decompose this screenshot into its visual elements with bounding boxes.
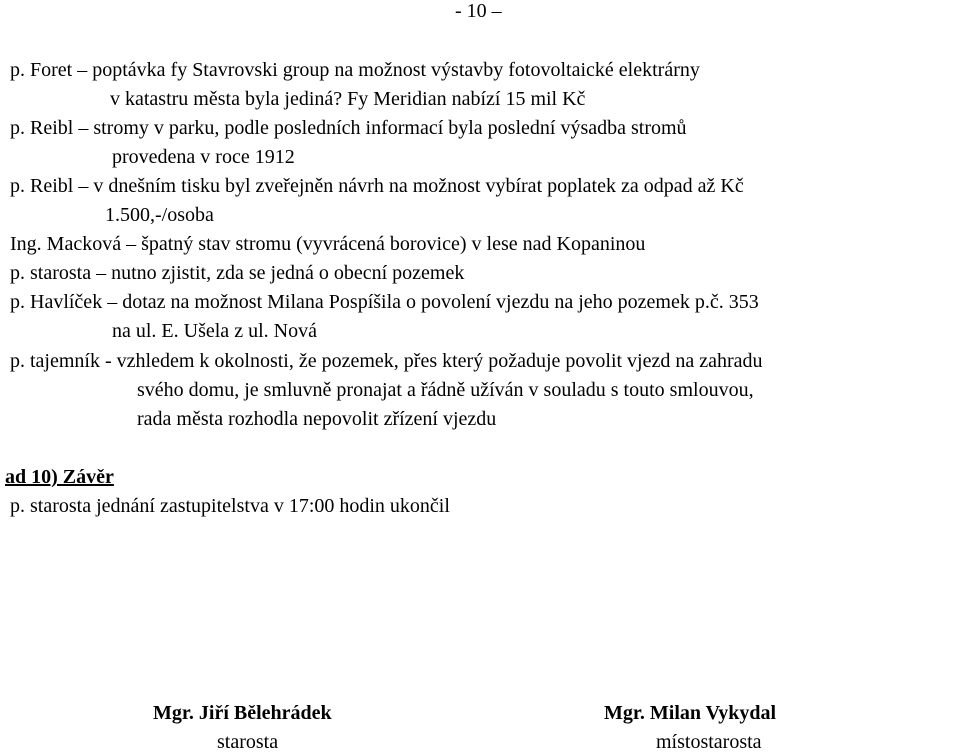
entry-foret-line-2: v katastru města byla jediná? Fy Meridian nabízí 15 mil Kč [110,88,586,110]
entry-havlicek-line-2: na ul. E. Ušela z ul. Nová [112,320,317,342]
entry-reibl-fee-line-1: p. Reibl – v dnešním tisku byl zveřejněn návrh na možnost vybírat poplatek za odpad až Kč [10,175,744,197]
entry-mackova: Ing. Macková – špatný stav stromu (vyvrácená borovice) v lese nad Kopaninou [10,233,646,255]
entry-reibl-trees-line-1: p. Reibl – stromy v parku, podle posledních informací byla poslední výsadba stromů [10,117,687,139]
section-text: p. starosta jednání zastupitelstva v 17:00 hodin ukončil [10,495,450,517]
entry-tajemnik-line-1: p. tajemník - vzhledem k okolnosti, že pozemek, přes který požaduje povolit vjezd na zahradu [10,350,763,372]
page-number: - 10 – [455,0,502,22]
entry-tajemnik-line-2: svého domu, je smluvně pronajat a řádně užíván v souladu s touto smlouvou, [137,379,754,401]
signature-role-deputy: místostarosta [656,731,762,753]
section-heading: ad 10) Závěr [5,466,114,488]
entry-tajemnik-line-3: rada města rozhodla nepovolit zřízení vjezdu [137,408,497,430]
entry-foret-line-1: p. Foret – poptávka fy Stavrovski group na možnost výstavby fotovoltaické elektrárny [10,59,700,81]
entry-havlicek-line-1: p. Havlíček – dotaz na možnost Milana Pospíšila o povolení vjezdu na jeho pozemek p.č. 353 [10,291,759,313]
signature-role-mayor: starosta [217,731,279,753]
signature-name-deputy: Mgr. Milan Vykydal [604,702,777,724]
signature-name-mayor: Mgr. Jiří Bělehrádek [153,702,332,724]
entry-starosta: p. starosta – nutno zjistit, zda se jedná o obecní pozemek [10,262,465,284]
entry-reibl-trees-line-2: provedena v roce 1912 [112,146,295,168]
entry-reibl-fee-line-2: 1.500,-/osoba [105,204,214,226]
